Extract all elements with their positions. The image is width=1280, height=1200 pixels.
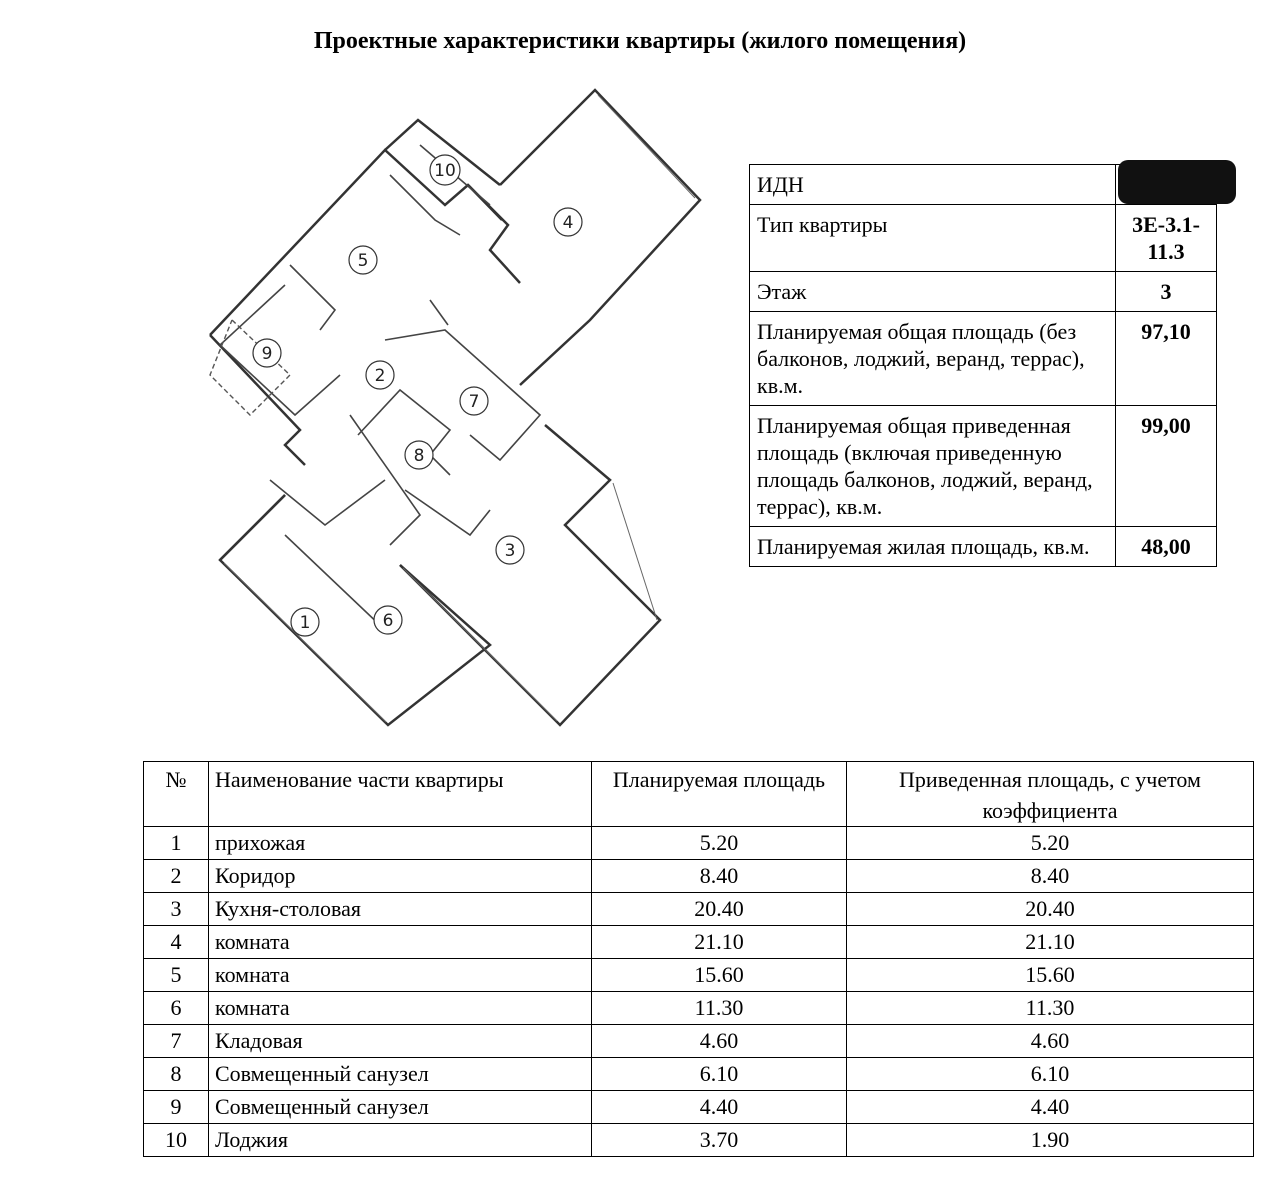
prop-row <box>750 527 1217 567</box>
plan-label-10: 10 <box>434 161 456 181</box>
room-number: 8 <box>144 1058 209 1091</box>
room-reduced-area: 20.40 <box>847 893 1254 926</box>
prop-value: 99,00 <box>1116 406 1217 527</box>
redaction-mark <box>1118 160 1236 204</box>
room-area: 20.40 <box>592 893 847 926</box>
prop-key: Тип квартиры <box>750 205 1116 272</box>
room-name: Кухня-столовая <box>209 893 592 926</box>
room-reduced-area: 8.40 <box>847 860 1254 893</box>
page-title: Проектные характеристики квартиры (жилого помещения) <box>313 28 967 54</box>
table-row <box>144 1025 1254 1058</box>
rooms-header-row <box>144 762 1254 827</box>
rooms-table <box>143 761 1254 1157</box>
room-area: 21.10 <box>592 926 847 959</box>
prop-row <box>750 406 1217 527</box>
room-number: 1 <box>144 827 209 860</box>
room-area: 15.60 <box>592 959 847 992</box>
table-row <box>144 1091 1254 1124</box>
prop-row <box>750 272 1217 312</box>
plan-label-8: 8 <box>413 446 425 466</box>
room-area: 6.10 <box>592 1058 847 1091</box>
prop-key: ИДН <box>750 165 1116 205</box>
table-row <box>144 959 1254 992</box>
room-number: 10 <box>144 1124 209 1157</box>
prop-value: 97,10 <box>1116 312 1217 406</box>
room-area: 11.30 <box>592 992 847 1025</box>
prop-value: 48,00 <box>1116 527 1217 567</box>
prop-value: 3 <box>1116 272 1217 312</box>
room-reduced-area: 11.30 <box>847 992 1254 1025</box>
col-header-area: Планируемая площадь <box>592 762 847 827</box>
floor-plan <box>190 85 720 735</box>
room-reduced-area: 6.10 <box>847 1058 1254 1091</box>
prop-value: 3Е-3.1-11.3 <box>1116 205 1217 272</box>
room-name: Совмещенный санузел <box>209 1058 592 1091</box>
table-row <box>144 827 1254 860</box>
plan-label-3: 3 <box>504 541 516 561</box>
prop-row <box>750 312 1217 406</box>
room-name: комната <box>209 926 592 959</box>
room-reduced-area: 4.60 <box>847 1025 1254 1058</box>
room-name: комната <box>209 959 592 992</box>
room-number: 6 <box>144 992 209 1025</box>
room-reduced-area: 15.60 <box>847 959 1254 992</box>
plan-label-4: 4 <box>562 213 574 233</box>
room-reduced-area: 4.40 <box>847 1091 1254 1124</box>
plan-label-5: 5 <box>357 251 369 271</box>
room-name: Совмещенный санузел <box>209 1091 592 1124</box>
plan-label-7: 7 <box>468 392 480 412</box>
prop-key: Планируемая общая приведенная площадь (включая приведенную площадь балконов, лоджий, веранд, террас), кв.м. <box>750 406 1116 527</box>
apartment-properties-table <box>749 164 1217 567</box>
room-name: Лоджия <box>209 1124 592 1157</box>
room-reduced-area: 1.90 <box>847 1124 1254 1157</box>
prop-key: Планируемая общая площадь (без балконов, лоджий, веранд, террас), кв.м. <box>750 312 1116 406</box>
room-name: Кладовая <box>209 1025 592 1058</box>
room-name: комната <box>209 992 592 1025</box>
table-row <box>144 1124 1254 1157</box>
plan-label-9: 9 <box>261 344 273 364</box>
room-reduced-area: 5.20 <box>847 827 1254 860</box>
room-number: 5 <box>144 959 209 992</box>
room-number: 9 <box>144 1091 209 1124</box>
plan-label-1: 1 <box>299 613 311 633</box>
room-area: 3.70 <box>592 1124 847 1157</box>
room-area: 4.60 <box>592 1025 847 1058</box>
plan-label-6: 6 <box>382 611 394 631</box>
room-number: 2 <box>144 860 209 893</box>
table-row <box>144 860 1254 893</box>
prop-key: Этаж <box>750 272 1116 312</box>
room-name: Коридор <box>209 860 592 893</box>
prop-key: Планируемая жилая площадь, кв.м. <box>750 527 1116 567</box>
table-row <box>144 1058 1254 1091</box>
col-header-number: № <box>144 762 209 827</box>
room-number: 3 <box>144 893 209 926</box>
col-header-reduced-area: Приведенная площадь, с учетом коэффициента <box>847 762 1254 827</box>
plan-label-2: 2 <box>374 366 386 386</box>
room-number: 4 <box>144 926 209 959</box>
room-number: 7 <box>144 1025 209 1058</box>
room-name: прихожая <box>209 827 592 860</box>
table-row <box>144 992 1254 1025</box>
table-row <box>144 893 1254 926</box>
prop-row <box>750 205 1217 272</box>
col-header-name: Наименование части квартиры <box>209 762 592 827</box>
room-area: 8.40 <box>592 860 847 893</box>
table-row <box>144 926 1254 959</box>
room-area: 5.20 <box>592 827 847 860</box>
room-area: 4.40 <box>592 1091 847 1124</box>
room-reduced-area: 21.10 <box>847 926 1254 959</box>
